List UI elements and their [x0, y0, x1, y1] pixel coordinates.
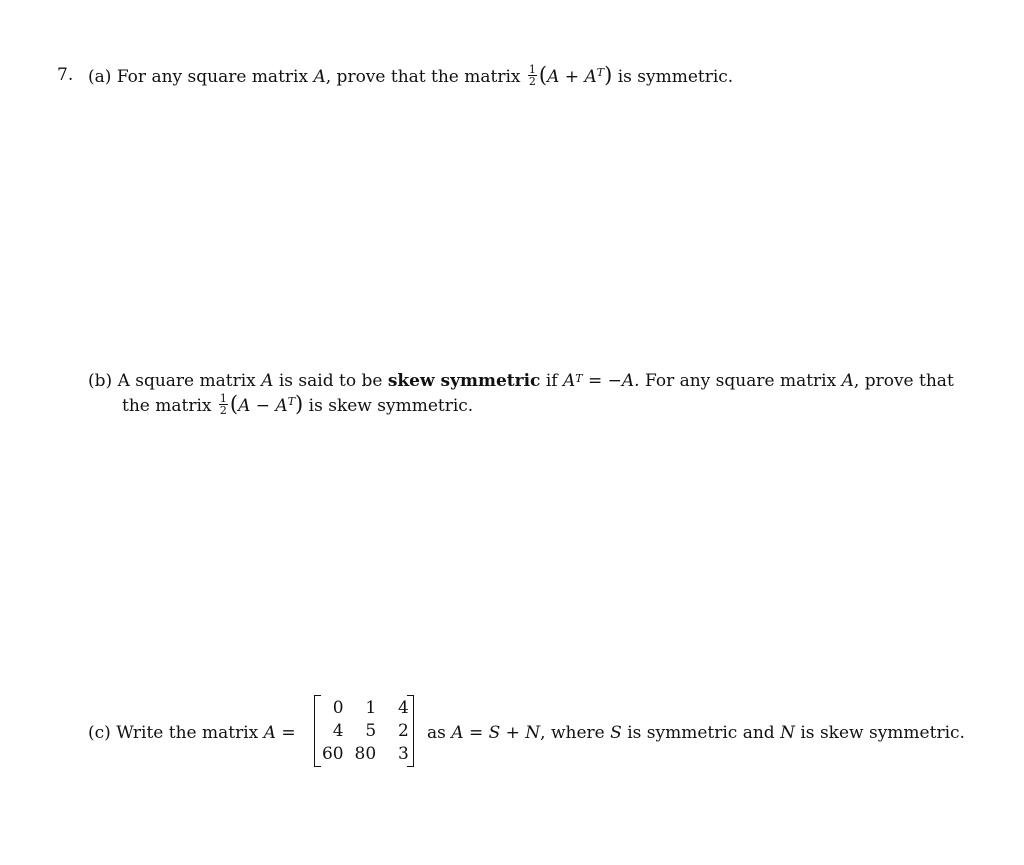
fraction-half: $\frac{1}{2}$: [219, 392, 227, 417]
matrix-row: [315, 697, 413, 720]
var-a: A: [841, 371, 854, 391]
var-s: S: [610, 723, 622, 743]
matrix-row: [315, 743, 413, 766]
fraction-half: $\frac{1}{2}$: [528, 63, 536, 88]
matrix-cell: 4: [397, 698, 409, 718]
transpose-superscript: T: [287, 395, 296, 408]
matrix-a: [314, 695, 414, 767]
var-a: A: [261, 371, 274, 391]
part-a-text-after: is symmetric.: [617, 67, 734, 87]
decomposition-equation: A = S + N: [451, 723, 541, 743]
transpose-superscript: T: [596, 66, 605, 79]
part-a-expression: A + A: [547, 67, 597, 87]
part-c-lead: [88, 722, 296, 744]
part-c-tail: [427, 722, 965, 744]
part-a-text: For any square matrix: [116, 67, 309, 87]
part-b-text-3: if: [545, 371, 558, 391]
part-b-text-1: A square matrix: [117, 371, 256, 391]
part-a-text-mid: , prove that the matrix: [325, 67, 521, 87]
part-b-text-2: is said to be: [278, 371, 383, 391]
matrix-cell: 5: [365, 721, 377, 741]
part-c-text: Write the matrix: [116, 723, 259, 743]
part-a-label: (a): [88, 67, 112, 87]
part-b-line-2: the matrix $\frac{1}{2}$ $(A - A^T)$ is skew symmetric.: [122, 392, 474, 417]
part-b-line2-start: the matrix: [122, 396, 212, 416]
matrix-cell: 4: [332, 721, 344, 741]
part-b-line2-end: is skew symmetric.: [308, 396, 474, 416]
part-b-line-1: [88, 370, 954, 392]
skew-symmetric-term: skew symmetric: [387, 371, 541, 391]
var-n: N: [780, 723, 795, 743]
part-a-line: (a) For any square matrix A, prove that the matrix $\frac{1}{2}$ $(A + A^T)$ is symmetric.: [88, 63, 734, 88]
part-c-text-1: as: [427, 723, 446, 743]
problem-number: 7.: [57, 65, 74, 85]
part-c-text-3: is symmetric and: [627, 723, 775, 743]
part-b-text-5: , prove that: [853, 371, 954, 391]
part-c-text-4: is skew symmetric.: [800, 723, 965, 743]
definition-rhs: = −A: [587, 371, 635, 391]
part-b-text-4: . For any square matrix: [634, 371, 837, 391]
definition-lhs: A: [562, 371, 576, 391]
matrix-row: [315, 720, 413, 743]
part-c-text-2: , where: [540, 723, 605, 743]
matrix-lhs: A =: [263, 723, 296, 743]
matrix-cell: 1: [365, 698, 377, 718]
matrix-cell: 60: [321, 744, 344, 764]
matrix-grid: [315, 697, 413, 766]
transpose-superscript: T: [575, 372, 583, 385]
part-c-label: (c): [88, 723, 111, 743]
matrix-cell: 80: [354, 744, 377, 764]
var-a: A: [313, 67, 326, 87]
matrix-cell: 0: [332, 698, 344, 718]
part-b-expression: A − A: [238, 396, 288, 416]
matrix-cell: 3: [397, 744, 409, 764]
part-b-label: (b): [88, 371, 113, 391]
matrix-cell: 2: [397, 721, 409, 741]
